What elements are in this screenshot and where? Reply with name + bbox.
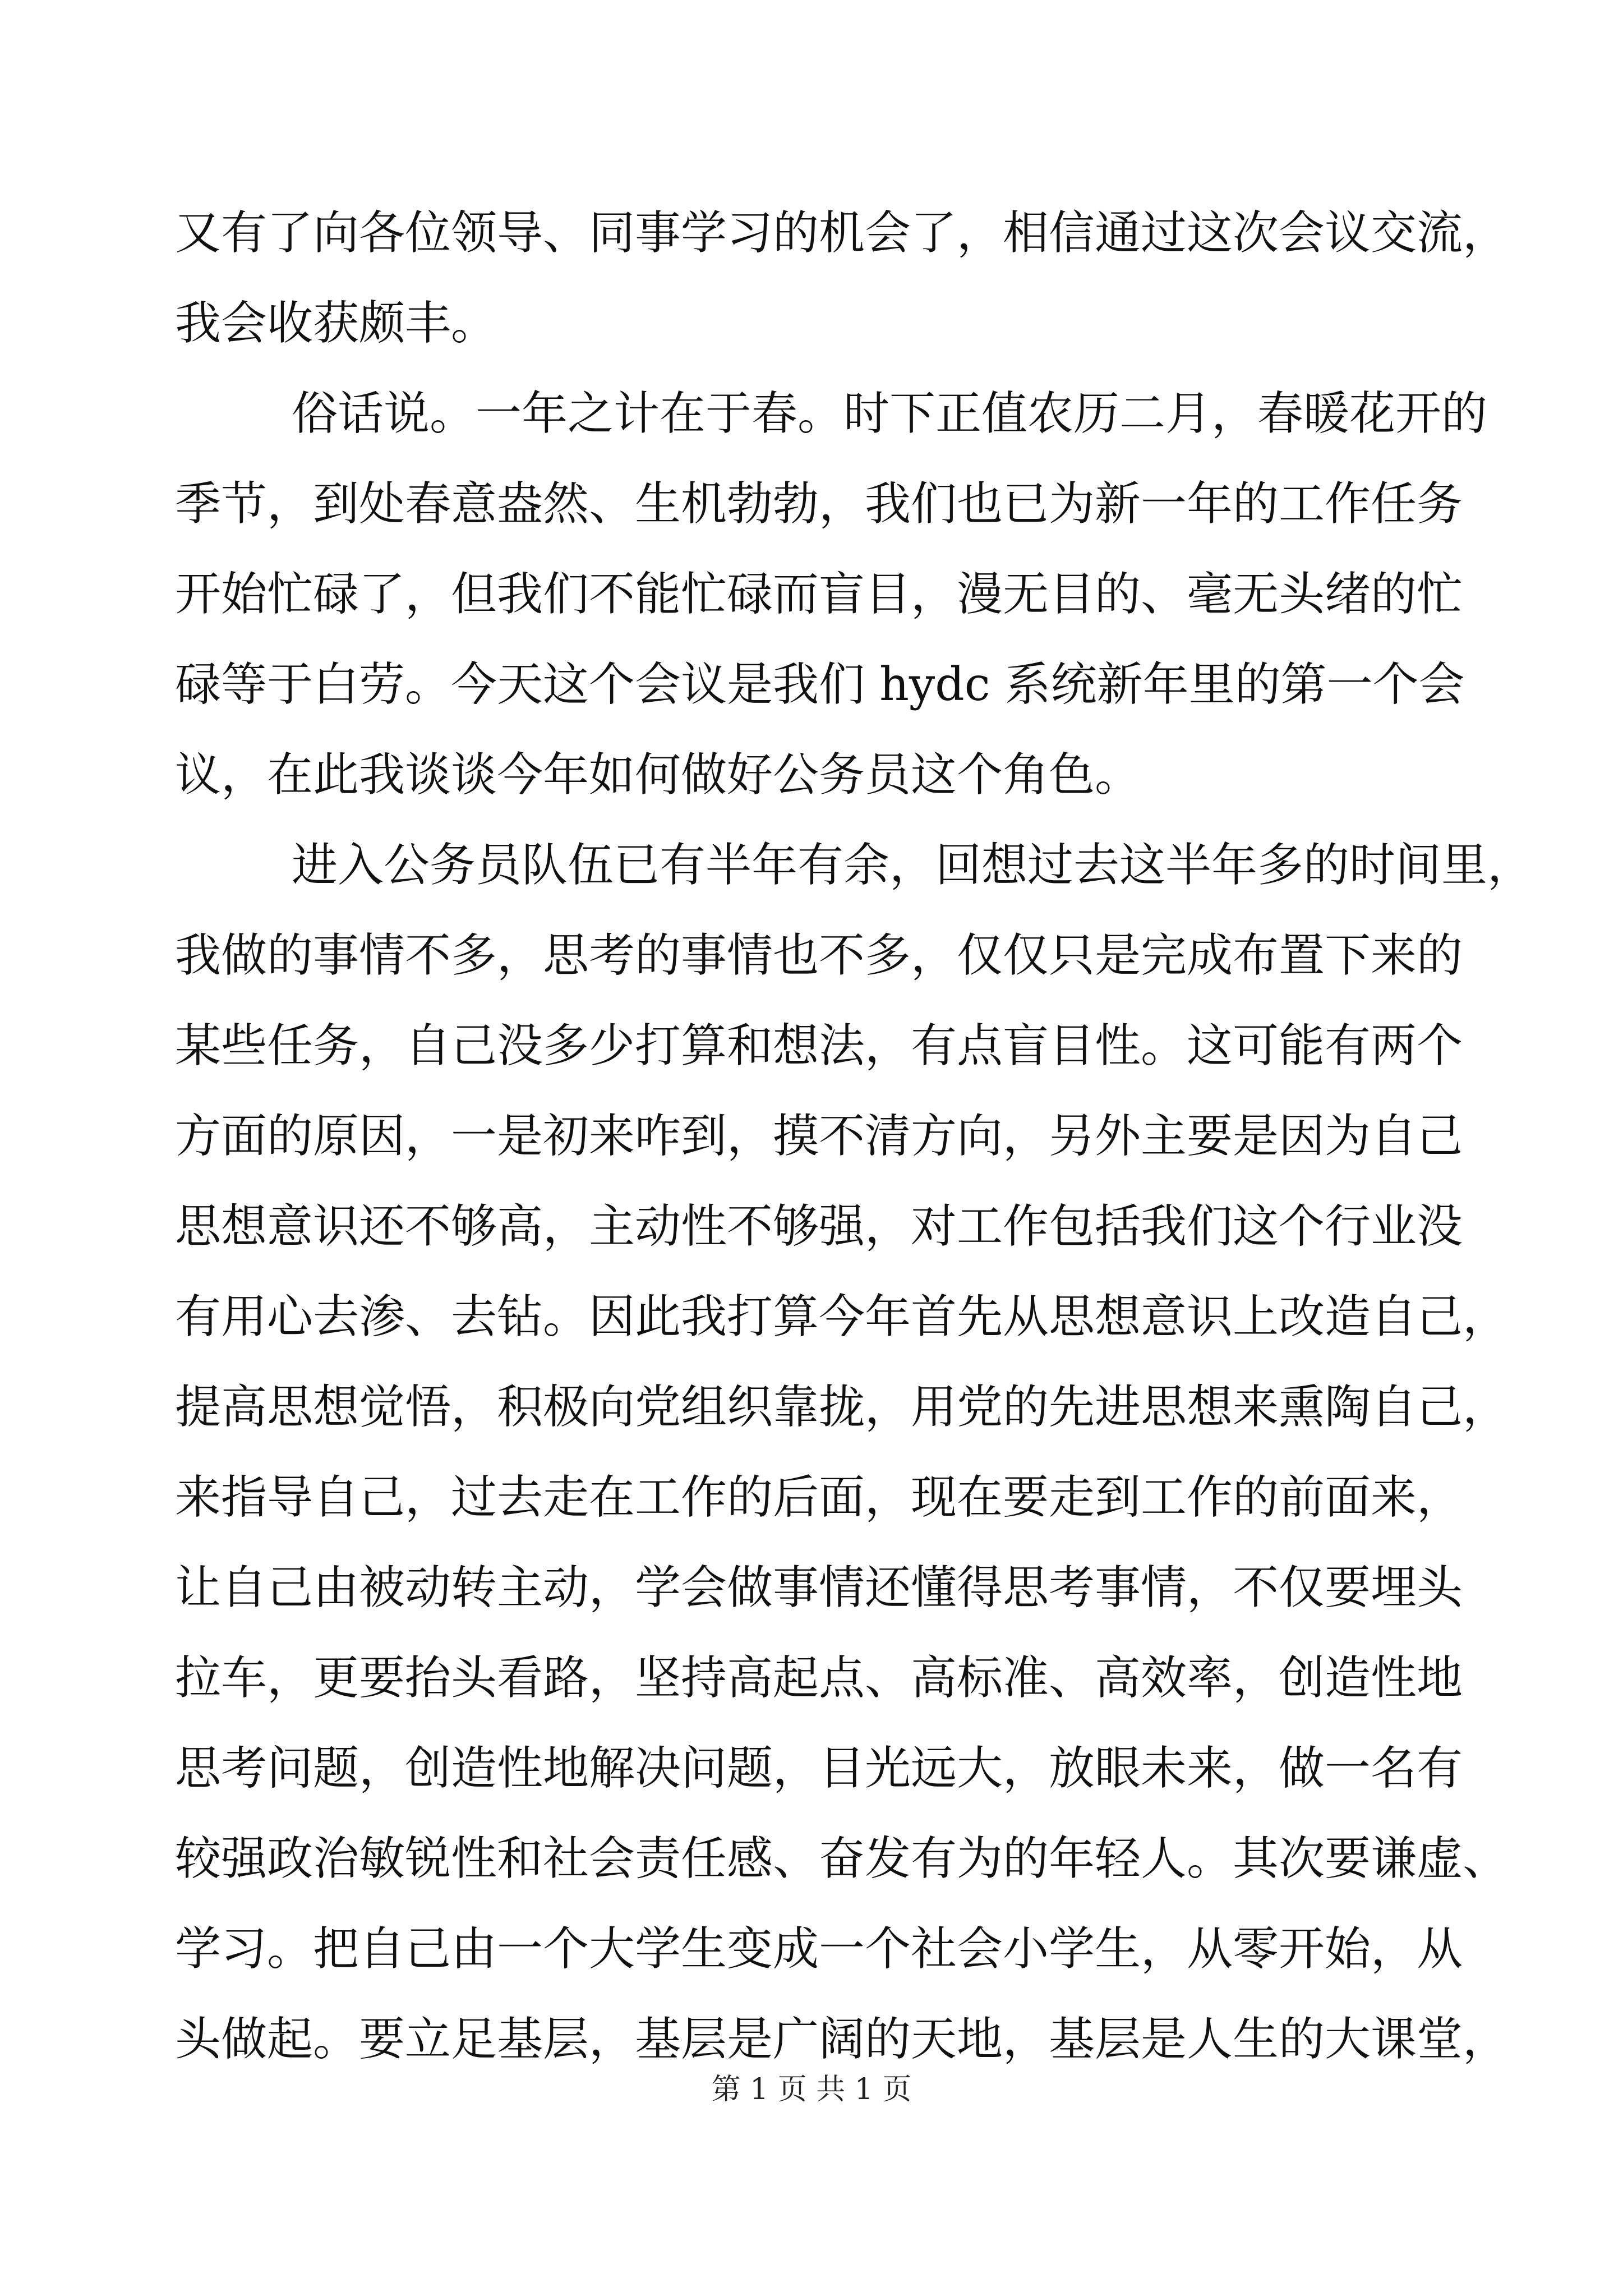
page-number-label: 第 1 页 共 1 页 xyxy=(711,2073,912,2106)
text-line: 思考问题，创造性地解决问题，目光远大，放眼未来，做一名有 xyxy=(175,1742,1463,1795)
document-body xyxy=(175,188,1534,2085)
paragraph-first-line: 俗话说。一年之计在于春。时下正值农历二月，春暖花开的 xyxy=(292,387,1488,440)
text-line: 思想意识还不够高，主动性不够强，对工作包括我们这个行业没 xyxy=(175,1200,1463,1253)
text-line: 头做起。要立足基层，基层是广阔的天地，基层是人生的大课堂， xyxy=(175,2013,1509,2066)
text-line: 方面的原因，一是初来咋到，摸不清方向，另外主要是因为自己 xyxy=(175,1110,1463,1163)
text-line: 某些任务，自己没多少打算和想法，有点盲目性。这可能有两个 xyxy=(175,1019,1463,1073)
text-line: 让自己由被动转主动，学会做事情还懂得思考事情，不仅要埋头 xyxy=(175,1561,1463,1614)
text-line: 学习。把自己由一个大学生变成一个社会小学生，从零开始，从 xyxy=(175,1922,1463,1976)
text-line: 开始忙碌了，但我们不能忙碌而盲目，漫无目的、毫无头绪的忙 xyxy=(175,568,1463,621)
text-line: 来指导自己，过去走在工作的后面，现在要走到工作的前面来， xyxy=(175,1471,1463,1524)
text-line: 季节，到处春意盎然、生机勃勃，我们也已为新一年的工作任务 xyxy=(175,477,1463,531)
text-line: 较强政治敏锐性和社会责任感、奋发有为的年轻人。其次要谦虚、 xyxy=(175,1832,1509,1885)
text-line: 拉车，更要抬头看路，坚持高起点、高标准、高效率，创造性地 xyxy=(175,1651,1463,1705)
paragraph-first-line: 进入公务员队伍已有半年有余，回想过去这半年多的时间里， xyxy=(292,839,1534,892)
text-line: 有用心去渗、去钻。因此我打算今年首先从思想意识上改造自己， xyxy=(175,1290,1509,1343)
text-line: 我做的事情不多，思考的事情也不多，仅仅只是完成布置下来的 xyxy=(175,929,1463,982)
text-line: 又有了向各位领导、同事学习的机会了，相信通过这次会议交流， xyxy=(175,206,1509,260)
text-line: 提高思想觉悟，积极向党组织靠拢，用党的先进思想来熏陶自己， xyxy=(175,1381,1509,1434)
text-line: 我会收获颇丰。 xyxy=(175,297,497,350)
text-line: 碌等于白劳。今天这个会议是我们 hydc 系统新年里的第一个会 xyxy=(175,658,1465,711)
page-footer xyxy=(0,2070,1623,2109)
text-line: 议，在此我谈谈今年如何做好公务员这个角色。 xyxy=(175,748,1141,802)
